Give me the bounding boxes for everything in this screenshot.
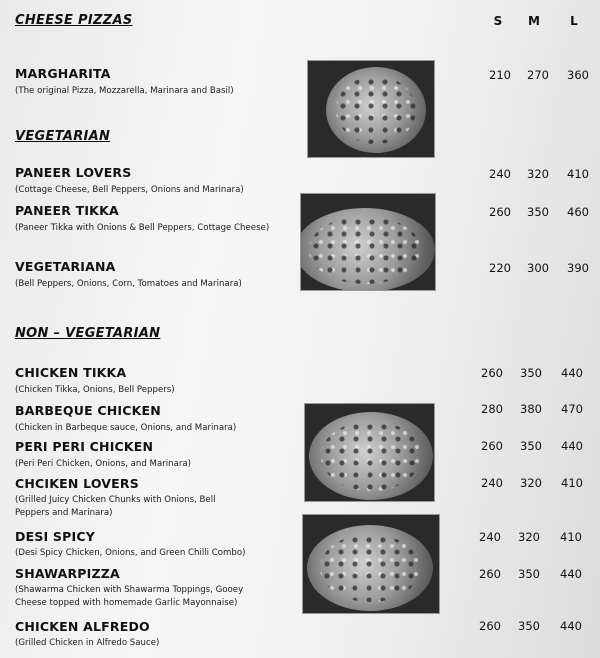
price-l: 470 xyxy=(561,402,583,416)
menu-item xyxy=(15,259,242,291)
size-header-m: M xyxy=(528,14,540,28)
menu-item xyxy=(15,476,215,520)
menu-item xyxy=(15,403,236,435)
price-s: 260 xyxy=(479,567,501,581)
pizza-photo-paneer xyxy=(300,193,436,291)
item-name: SHAWARPIZZA xyxy=(15,566,120,581)
section-title-vegetarian: VEGETARIAN xyxy=(15,129,111,144)
price-m: 270 xyxy=(527,68,549,82)
item-name: CHICKEN ALFREDO xyxy=(15,619,150,634)
price-l: 440 xyxy=(561,439,583,453)
price-s: 280 xyxy=(481,402,503,416)
price-s: 260 xyxy=(479,619,501,633)
item-desc: Cheese topped with homemade Garlic Mayonnaise) xyxy=(15,598,238,608)
section-title-nonveg: NON – VEGETARIAN xyxy=(15,326,161,341)
price-m: 320 xyxy=(518,530,540,544)
price-m: 350 xyxy=(518,567,540,581)
item-name: PERI PERI CHICKEN xyxy=(15,439,154,454)
price-s: 240 xyxy=(489,167,511,181)
pizza-photo-margharita xyxy=(307,60,435,158)
price-l: 440 xyxy=(561,366,583,380)
price-m: 350 xyxy=(520,366,542,380)
price-s: 240 xyxy=(479,530,501,544)
size-header-l: L xyxy=(570,14,578,28)
menu-item xyxy=(15,165,244,197)
item-desc: (Peri Peri Chicken, Onions, and Marinara) xyxy=(15,459,192,469)
price-m: 320 xyxy=(527,167,549,181)
price-s: 240 xyxy=(481,476,503,490)
price-l: 440 xyxy=(560,619,582,633)
price-s: 260 xyxy=(489,205,511,219)
price-s: 210 xyxy=(489,68,511,82)
price-m: 380 xyxy=(520,402,542,416)
price-m: 300 xyxy=(527,261,549,275)
price-l: 390 xyxy=(567,261,589,275)
item-desc: (The original Pizza, Mozzarella, Marinara and Basil) xyxy=(15,86,234,96)
price-l: 460 xyxy=(567,205,589,219)
item-desc: (Chicken in Barbeque sauce, Onions, and Marinara) xyxy=(15,423,237,433)
item-name: BARBEQUE CHICKEN xyxy=(15,403,161,418)
price-l: 410 xyxy=(567,167,589,181)
menu-item xyxy=(15,203,269,235)
pizza-photo-desi xyxy=(302,514,440,614)
item-desc: Peppers and Marinara) xyxy=(15,508,113,518)
item-name: PANEER LOVERS xyxy=(15,165,132,180)
menu-item xyxy=(15,66,234,98)
item-desc: (Grilled Juicy Chicken Chunks with Onions, Bell xyxy=(15,495,216,505)
price-m: 350 xyxy=(527,205,549,219)
menu-item xyxy=(15,566,243,610)
item-desc: (Bell Peppers, Onions, Corn, Tomatoes and Marinara) xyxy=(15,279,242,289)
price-m: 350 xyxy=(518,619,540,633)
item-name: CHICKEN TIKKA xyxy=(15,365,127,380)
price-l: 440 xyxy=(560,567,582,581)
price-m: 350 xyxy=(520,439,542,453)
price-s: 220 xyxy=(489,261,511,275)
menu-item xyxy=(15,439,191,471)
price-l: 360 xyxy=(567,68,589,82)
item-desc: (Paneer Tikka with Onions & Bell Peppers, Cottage Cheese) xyxy=(15,223,270,233)
item-desc: (Grilled Chicken in Alfredo Sauce) xyxy=(15,638,160,648)
item-desc: (Cottage Cheese, Bell Peppers, Onions and Marinara) xyxy=(15,185,244,195)
section-title-cheese: CHEESE PIZZAS xyxy=(15,13,133,28)
item-name: DESI SPICY xyxy=(15,529,95,544)
price-m: 320 xyxy=(520,476,542,490)
menu-item xyxy=(15,619,159,650)
price-l: 410 xyxy=(561,476,583,490)
item-desc: (Desi Spicy Chicken, Onions, and Green Chilli Combo) xyxy=(15,548,246,558)
item-desc: (Chicken Tikka, Onions, Bell Peppers) xyxy=(15,385,175,395)
item-desc: (Shawarma Chicken with Shawarma Toppings, Gooey xyxy=(15,585,244,595)
item-name: PANEER TIKKA xyxy=(15,203,119,218)
price-s: 260 xyxy=(481,366,503,380)
item-name: CHCIKEN LOVERS xyxy=(15,476,139,491)
size-header-s: S xyxy=(493,14,503,28)
menu-item xyxy=(15,529,245,560)
price-l: 410 xyxy=(560,530,582,544)
price-s: 260 xyxy=(481,439,503,453)
menu-item xyxy=(15,365,175,397)
item-name: VEGETARIANA xyxy=(15,259,116,274)
pizza-photo-barbeque xyxy=(304,403,435,502)
item-name: MARGHARITA xyxy=(15,66,111,81)
